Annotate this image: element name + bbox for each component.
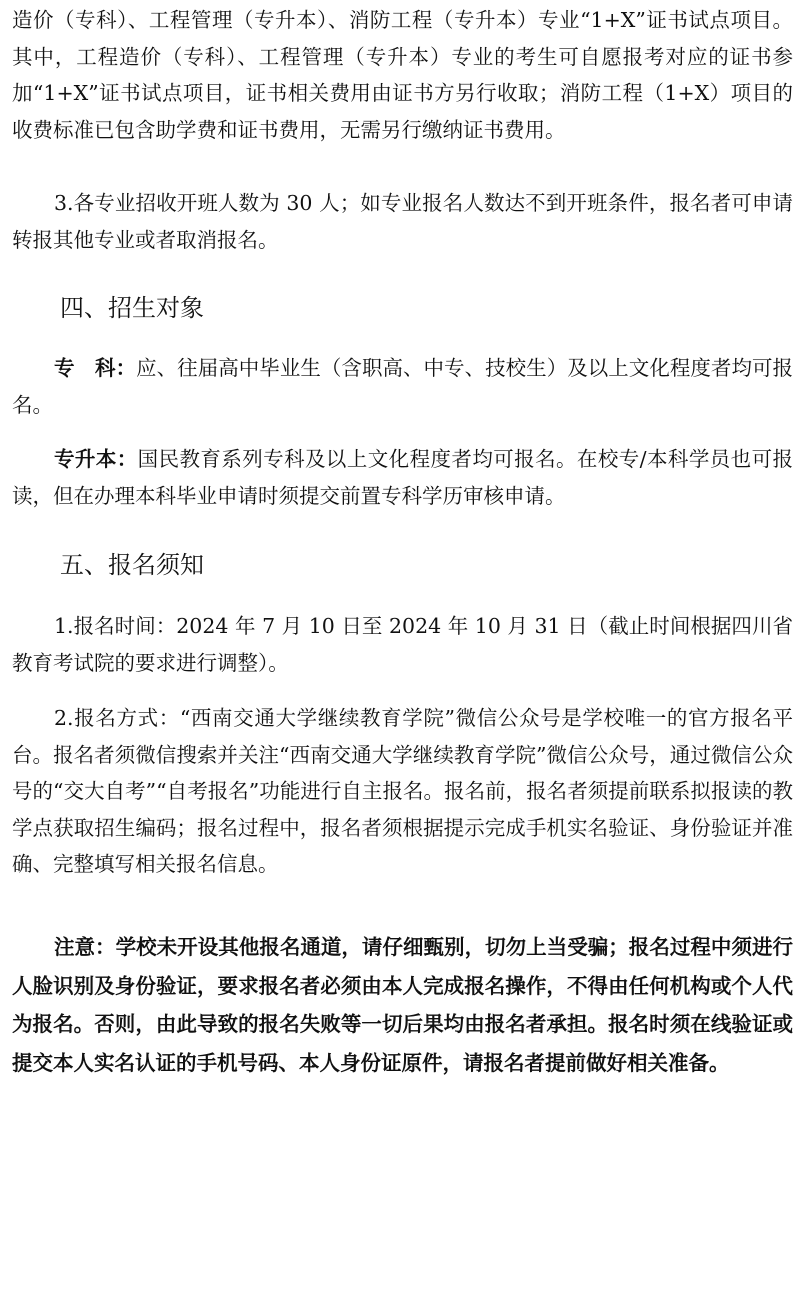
paragraph-registration-time: 1.报名时间：2024 年 7 月 10 日至 2024 年 10 月 31 日（截止时间根据四川省教育考试院的要求进行调整）。 (12, 614, 793, 675)
paragraph-pilot-project: 造价（专科）、工程管理（专升本）、消防工程（专升本）专业“1+X”证书试点项目。其中，工程造价（专科）、工程管理（专升本）专业的考生可自愿报考对应的证书参加“1+X”证书试点项目，证书相关费用由证书方另行收取；消防工程（1+X）项目的收费标准已包含助学费和证书费用，无需另行缴纳证书费用。 (12, 8, 793, 142)
paragraph-zhuanshengben (12, 441, 793, 514)
section-heading-admission-targets: 四、招生对象 (60, 294, 204, 322)
zhuanshengben-label: 专升本： (54, 447, 138, 471)
zhuanke-label: 专 科： (54, 356, 137, 380)
paragraph-zhuanke (12, 350, 793, 423)
paragraph-notice: 注意：学校未开设其他报名通道，请仔细甄别，切勿上当受骗；报名过程中须进行人脸识别及身份验证，要求报名者必须由本人完成报名操作，不得由任何机构或个人代为报名。否则，由此导致的报名失败等一切后果均由报名者承担。报名时须在线验证或提交本人实名认证的手机号码、本人身份证原件，请报名者提前做好相关准备。 (12, 935, 793, 1075)
zhuanke-text: 应、往届高中毕业生（含职高、中专、技校生）及以上文化程度者均可报名。 (12, 356, 794, 417)
paragraph-enrollment-size: 3.各专业招收开班人数为 30 人；如专业报名人数达不到开班条件，报名者可申请转报其他专业或者取消报名。 (12, 191, 793, 252)
paragraph-registration-method: 2.报名方式：“西南交通大学继续教育学院”微信公众号是学校唯一的官方报名平台。报名者须微信搜索并关注“西南交通大学继续教育学院”微信公众号，通过微信公众号的“交大自考”“自考报名”功能进行自主报名。报名前，报名者须提前联系拟报读的教学点获取招生编码；报名过程中，报名者须根据提示完成手机实名验证、身份验证并准确、完整填写相关报名信息。 (12, 706, 793, 877)
section-heading-registration-notice: 五、报名须知 (60, 551, 204, 579)
zhuanshengben-text: 国民教育系列专科及以上文化程度者均可报名。在校专/本科学员也可报读，但在办理本科毕业申请时须提交前置专科学历审核申请。 (12, 447, 794, 508)
